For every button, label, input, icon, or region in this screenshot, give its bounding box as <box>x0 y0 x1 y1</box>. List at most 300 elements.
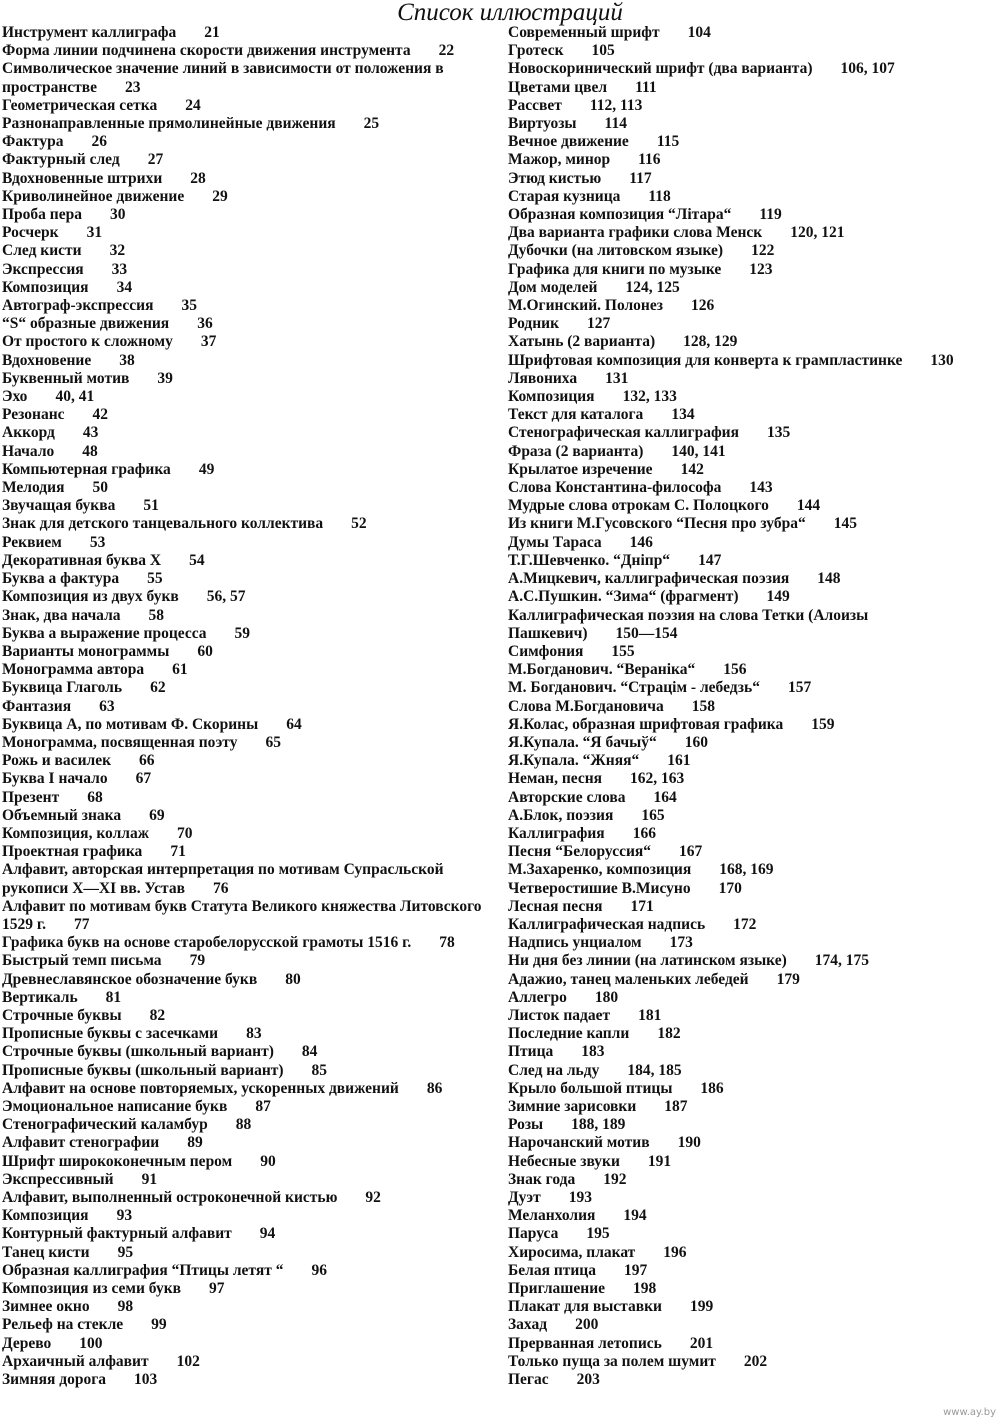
page-number: 106, 107 <box>840 60 895 78</box>
list-item <box>2 97 492 115</box>
illustration-title: Приглашение <box>508 1280 606 1298</box>
illustration-title: Контурный фактурный алфавит <box>2 1225 232 1243</box>
list-item <box>2 1007 492 1025</box>
illustration-title: Архаичный алфавит <box>2 1352 149 1370</box>
illustration-title: Рельеф на стекле <box>2 1316 124 1334</box>
list-item <box>508 1280 1000 1298</box>
list-item <box>2 552 492 570</box>
illustration-title: Мелодия <box>2 479 65 497</box>
list-item <box>2 661 492 679</box>
illustration-title: Реквием <box>2 533 62 551</box>
page-number: 145 <box>833 515 857 533</box>
list-item <box>508 461 1000 479</box>
illustration-title: Знак, два начала <box>2 606 121 624</box>
list-item <box>508 552 1000 570</box>
list-item <box>2 315 492 333</box>
page-number: 116 <box>638 151 661 169</box>
page-number: 29 <box>212 187 228 205</box>
list-item <box>508 1025 1000 1043</box>
illustration-title: Древнеславянское обозначение букв <box>2 970 258 988</box>
page-number: 32 <box>109 242 126 260</box>
list-item <box>508 607 1000 643</box>
illustration-title: Гротеск <box>508 42 564 60</box>
page-number: 144 <box>796 497 821 515</box>
page-number: 195 <box>586 1225 610 1243</box>
page-number: 115 <box>656 133 680 151</box>
list-item <box>2 789 492 807</box>
page-number: 148 <box>817 570 841 588</box>
page-number: 34 <box>116 278 133 296</box>
illustration-title: Хиросима, плакат <box>508 1243 636 1261</box>
illustration-title: Адажио, танец маленьких лебедей <box>508 970 749 988</box>
list-item <box>508 698 1000 716</box>
list-item <box>508 1353 1000 1371</box>
list-item <box>2 1062 492 1080</box>
illustration-title: Захад <box>508 1316 548 1334</box>
list-item <box>508 1043 1000 1061</box>
list-item <box>2 1098 492 1116</box>
list-item <box>2 716 492 734</box>
page-number: 55 <box>147 570 163 588</box>
page-number: 187 <box>664 1097 688 1115</box>
illustration-title: Фактура <box>2 133 64 151</box>
illustration-title: Алфавит по мотивам букв Статута Великого княжества Литовского 1529 г. <box>2 897 482 933</box>
page-number: 70 <box>176 824 193 842</box>
page-number: 23 <box>125 78 141 96</box>
illustration-title: Образная композиция “Лiтара“ <box>508 206 732 224</box>
page-number: 117 <box>629 169 652 187</box>
illustration-title: Композиция <box>2 278 89 296</box>
illustration-title: Мажор, минор <box>508 151 611 169</box>
illustration-title: Фраза (2 варианта) <box>508 442 644 460</box>
list-item <box>2 297 492 315</box>
page-number: 167 <box>679 843 703 861</box>
page-number: 203 <box>576 1371 600 1389</box>
illustration-title: Форма линии подчинена скорости движения инструмента <box>2 42 411 60</box>
list-item <box>2 424 492 442</box>
list-item <box>2 588 492 606</box>
list-item <box>2 1043 492 1061</box>
illustration-title: Резонанс <box>2 406 65 424</box>
list-item <box>508 807 1000 825</box>
page-number: 84 <box>301 1043 318 1061</box>
illustration-title: Монограмма, посвященная поэту <box>2 733 238 751</box>
page-number: 190 <box>677 1134 701 1152</box>
illustration-title: Презент <box>2 788 60 806</box>
list-item <box>508 315 1000 333</box>
illustration-title: Компьютерная графика <box>2 460 171 478</box>
illustration-title: Слова Константина-философа <box>508 479 722 497</box>
list-item <box>2 1134 492 1152</box>
illustration-title: Алфавит стенографии <box>2 1134 160 1152</box>
page-number: 194 <box>623 1207 647 1225</box>
illustration-title: Новоскоринический шрифт (два варианта) <box>508 60 813 78</box>
illustration-title: Птица <box>508 1043 554 1061</box>
page-number: 31 <box>86 224 103 242</box>
page-number: 150—154 <box>615 624 678 642</box>
page-number: 168, 169 <box>719 861 774 879</box>
list-item <box>508 261 1000 279</box>
page-number: 59 <box>234 624 251 642</box>
illustration-title: От простого к сложному <box>2 333 173 351</box>
list-item <box>508 843 1000 861</box>
list-item <box>2 42 492 60</box>
illustration-title: Этюд кистью <box>508 169 602 187</box>
illustration-title: Строчные буквы (школьный вариант) <box>2 1043 274 1061</box>
list-item <box>2 60 492 96</box>
list-item <box>2 971 492 989</box>
list-item <box>508 752 1000 770</box>
list-item <box>2 1189 492 1207</box>
page-number: 202 <box>743 1352 768 1370</box>
list-item <box>508 79 1000 97</box>
page-number: 38 <box>119 351 135 369</box>
illustration-title: Хатынь (2 варианта) <box>508 333 656 351</box>
page-number: 40, 41 <box>55 388 95 406</box>
illustration-title: След кисти <box>2 242 82 260</box>
illustration-title: Небесные звуки <box>508 1152 620 1170</box>
list-item <box>508 1007 1000 1025</box>
page-number: 160 <box>684 733 708 751</box>
list-item <box>2 534 492 552</box>
list-item <box>2 607 492 625</box>
page-number: 82 <box>149 1006 166 1024</box>
illustration-title: Дуэт <box>508 1189 541 1206</box>
list-item <box>508 971 1000 989</box>
illustration-title: Экспрессивный <box>2 1170 114 1188</box>
list-item <box>508 1098 1000 1116</box>
list-item <box>2 1262 492 1280</box>
illustration-title: Два варианта графики слова Менск <box>508 224 763 242</box>
page-number: 68 <box>87 788 103 806</box>
page-number: 164 <box>653 788 677 806</box>
list-item <box>2 734 492 752</box>
illustration-title: Варианты монограммы <box>2 642 170 660</box>
illustration-title: Буквица Глаголь <box>2 679 123 697</box>
illustration-title: М.Богданович. “Веранiка“ <box>508 661 696 679</box>
page-number: 146 <box>629 533 653 551</box>
page-number: 158 <box>691 697 715 715</box>
list-item <box>2 898 492 934</box>
page-number: 170 <box>718 879 742 897</box>
page-title: Список иллюстраций <box>397 0 623 26</box>
page-number: 97 <box>209 1280 225 1298</box>
list-item <box>508 1335 1000 1353</box>
page-number: 94 <box>259 1225 276 1243</box>
page-number: 65 <box>265 733 281 751</box>
illustration-title: Монограмма автора <box>2 661 145 679</box>
list-item <box>2 934 492 952</box>
illustration-title: Алфавит, авторская интерпретация по мотивам Супрасльской рукописи X—XI вв. Устав <box>2 861 444 897</box>
list-item <box>2 1025 492 1043</box>
page-number: 135 <box>766 424 791 442</box>
list-item <box>2 825 492 843</box>
list-item <box>508 206 1000 224</box>
list-item <box>508 1371 1000 1389</box>
list-item <box>508 770 1000 788</box>
list-item <box>508 188 1000 206</box>
illustration-title: Проектная графика <box>2 843 143 861</box>
list-item <box>508 1225 1000 1243</box>
illustration-title: Только пуща за полем шумит <box>508 1352 716 1370</box>
list-item <box>2 643 492 661</box>
illustration-title: Симфония <box>508 642 584 660</box>
illustration-title: Вечное движение <box>508 133 629 151</box>
page-number: 99 <box>151 1316 167 1334</box>
list-item <box>2 188 492 206</box>
illustration-title: Старая кузница <box>508 187 621 205</box>
list-item <box>2 443 492 461</box>
page-number: 123 <box>749 260 773 278</box>
page-number: 191 <box>647 1152 672 1170</box>
list-item <box>2 770 492 788</box>
page-number: 105 <box>591 42 615 60</box>
illustration-title: Прописные буквы (школьный вариант) <box>2 1061 284 1079</box>
list-item <box>508 679 1000 697</box>
page-number: 182 <box>657 1025 681 1043</box>
illustration-title: Прописные буквы с засечками <box>2 1025 219 1043</box>
page-number: 184, 185 <box>627 1061 682 1079</box>
list-item <box>2 1080 492 1098</box>
illustration-title: Быстрый темп письма <box>2 952 162 970</box>
watermark: www.ay.by <box>943 1407 996 1418</box>
page-number: 130 <box>930 351 954 369</box>
page-number: 118 <box>648 187 671 205</box>
illustration-title: Рожь и василек <box>2 752 111 770</box>
list-item <box>2 388 492 406</box>
illustration-title: Т.Г.Шевченко. “Днiпр“ <box>508 551 671 569</box>
illustration-title: Я.Колас, образная шрифтовая графика <box>508 715 784 733</box>
page-number: 62 <box>150 679 166 697</box>
list-item <box>2 370 492 388</box>
list-item <box>508 1244 1000 1262</box>
page-number: 77 <box>74 915 90 933</box>
page-number: 119 <box>759 206 782 224</box>
list-item <box>508 60 1000 78</box>
list-item <box>508 861 1000 879</box>
page-number: 102 <box>176 1352 200 1370</box>
list-item <box>508 661 1000 679</box>
illustration-title: Росчерк <box>2 224 59 242</box>
page-number: 52 <box>351 515 367 533</box>
list-item <box>508 916 1000 934</box>
illustration-title: Зимняя дорога <box>2 1371 106 1389</box>
list-item <box>2 352 492 370</box>
page-number: 49 <box>198 460 215 478</box>
page-number: 56, 57 <box>206 588 246 606</box>
illustration-title: Паруса <box>508 1225 559 1243</box>
list-item <box>508 534 1000 552</box>
illustration-title: Мудрые слова отрокам С. Полоцкого <box>508 497 769 515</box>
illustration-title: Розы <box>508 1116 544 1134</box>
list-item <box>2 515 492 533</box>
page-number: 25 <box>363 115 380 133</box>
illustration-title: Прерванная летопись <box>508 1334 662 1352</box>
illustration-title: Звучащая буква <box>2 497 116 515</box>
illustration-title: Фантазия <box>2 697 72 715</box>
list-item <box>508 716 1000 734</box>
list-item <box>2 1353 492 1371</box>
list-item <box>2 861 492 897</box>
page-number: 147 <box>698 551 722 569</box>
illustration-title: Лявониха <box>508 369 578 387</box>
illustration-title: М.Огинский. Полонез <box>508 297 663 315</box>
page-number: 128, 129 <box>683 333 738 351</box>
list-item <box>508 333 1000 351</box>
list-item <box>508 825 1000 843</box>
page-number: 162, 163 <box>630 770 685 788</box>
illustration-title: Крыло большой птицы <box>508 1079 673 1097</box>
illustration-title: Последние капли <box>508 1025 630 1043</box>
illustration-title: Белая птица <box>508 1261 596 1279</box>
illustration-title: Эхо <box>2 388 28 406</box>
page-number: 64 <box>286 715 302 733</box>
illustration-title: Крылатое изречение <box>508 460 653 478</box>
list-item <box>508 570 1000 588</box>
page-number: 69 <box>149 806 165 824</box>
page-number: 71 <box>170 843 186 861</box>
page-number: 197 <box>624 1261 648 1279</box>
page-number: 156 <box>723 661 747 679</box>
page-number: 63 <box>99 697 115 715</box>
list-item <box>508 1262 1000 1280</box>
page-number: 86 <box>426 1079 443 1097</box>
illustration-title: Буква I начало <box>2 770 108 788</box>
illustration-title: Авторские слова <box>508 788 626 806</box>
list-item <box>2 807 492 825</box>
page-number: 114 <box>604 115 627 133</box>
page-number: 103 <box>134 1371 158 1389</box>
list-item <box>508 898 1000 916</box>
page-number: 140, 141 <box>671 442 726 460</box>
list-item <box>508 1171 1000 1189</box>
list-item <box>2 952 492 970</box>
list-item <box>2 625 492 643</box>
illustration-title: Эмоциональное написание букв <box>2 1097 228 1115</box>
list-item <box>508 789 1000 807</box>
page-number: 51 <box>143 497 159 515</box>
list-item <box>508 1116 1000 1134</box>
illustration-title: Разнонаправленные прямолинейные движения <box>2 115 336 133</box>
list-item <box>2 224 492 242</box>
list-item <box>508 443 1000 461</box>
list-item <box>2 1171 492 1189</box>
illustration-title: Современный шрифт <box>508 24 660 41</box>
illustration-title: М. Богданович. “Страцiм - лебедзь“ <box>508 679 760 697</box>
left-column <box>2 24 492 1389</box>
list-item <box>508 352 1000 370</box>
page-number: 98 <box>117 1298 134 1316</box>
illustration-title: Зимнее окно <box>2 1298 90 1316</box>
list-item <box>508 133 1000 151</box>
illustration-title: Начало <box>2 442 55 460</box>
page-number: 179 <box>776 970 800 988</box>
page-number: 100 <box>79 1334 103 1352</box>
list-item <box>508 1316 1000 1334</box>
list-item <box>508 406 1000 424</box>
illustration-title: Символическое значение линий в зависимости от положения в пространстве <box>2 60 444 96</box>
page-number: 172 <box>733 915 757 933</box>
illustration-title: Надпись унциалом <box>508 934 642 952</box>
illustration-title: М.Захаренко, композиция <box>508 861 692 879</box>
illustration-title: Четверостишие В.Мисуно <box>508 879 691 897</box>
list-item <box>508 1153 1000 1171</box>
list-item <box>508 151 1000 169</box>
illustration-title: Буква а выражение процесса <box>2 624 207 642</box>
list-item <box>2 570 492 588</box>
list-item <box>2 497 492 515</box>
page-number: 193 <box>568 1189 592 1206</box>
page-number: 30 <box>109 206 126 224</box>
page-number: 180 <box>594 988 619 1006</box>
illustration-title: Родник <box>508 315 560 333</box>
illustration-title: Неман, песня <box>508 770 603 788</box>
page-number: 85 <box>311 1061 328 1079</box>
list-item <box>2 115 492 133</box>
page-number: 93 <box>116 1207 133 1225</box>
list-item <box>508 115 1000 133</box>
list-item <box>2 151 492 169</box>
illustration-title: Стенографическая каллиграфия <box>508 424 739 442</box>
list-item <box>508 1134 1000 1152</box>
page-number: 127 <box>587 315 611 333</box>
illustration-title: Слова М.Богдановича <box>508 697 664 715</box>
page-number: 33 <box>111 260 128 278</box>
illustration-title: Композиция, коллаж <box>2 824 149 842</box>
illustration-title: Графика букв на основе старобелорусской грамоты 1516 г. <box>2 934 412 952</box>
illustration-title: Аккорд <box>2 424 55 442</box>
illustration-title: Пегас <box>508 1371 549 1389</box>
illustration-title: Дом моделей <box>508 278 598 296</box>
list-item <box>508 880 1000 898</box>
illustration-title: Проба пера <box>2 206 82 224</box>
list-item <box>508 388 1000 406</box>
list-item <box>2 279 492 297</box>
illustration-title: Текст для каталога <box>508 406 644 424</box>
page-number: 80 <box>285 970 301 988</box>
list-item <box>2 679 492 697</box>
page-number: 171 <box>630 897 654 915</box>
page-number: 111 <box>635 78 657 96</box>
illustration-title: Декоративная буква Х <box>2 551 162 569</box>
page-number: 91 <box>141 1170 158 1188</box>
page-number: 22 <box>438 42 455 60</box>
page-number: 112, 113 <box>589 96 643 114</box>
page-number: 39 <box>157 369 173 387</box>
page-number: 35 <box>181 297 197 315</box>
page-number: 199 <box>689 1298 714 1316</box>
illustration-title: Зимние зарисовки <box>508 1097 637 1115</box>
page-number: 60 <box>197 642 213 660</box>
list-item <box>2 261 492 279</box>
page-number: 50 <box>92 479 108 497</box>
list-item <box>508 1298 1000 1316</box>
illustration-title: Из книги М.Гусовского “Песня про зубра“ <box>508 515 806 533</box>
page-number: 192 <box>603 1170 627 1188</box>
page-number: 155 <box>611 642 635 660</box>
illustration-title: Каллиграфическая надпись <box>508 915 706 933</box>
illustration-title: Шрифтовая композиция для конверта к грампластинке <box>508 351 903 369</box>
list-item <box>2 461 492 479</box>
illustration-title: Думы Тараса <box>508 533 602 551</box>
page-number: 104 <box>687 24 711 41</box>
page-number: 124, 125 <box>625 278 680 296</box>
page-number: 131 <box>605 369 629 387</box>
illustration-title: А.Мицкевич, каллиграфическая поэзия <box>508 570 790 588</box>
illustration-title: След на льду <box>508 1061 600 1079</box>
list-item <box>508 424 1000 442</box>
list-item <box>2 479 492 497</box>
